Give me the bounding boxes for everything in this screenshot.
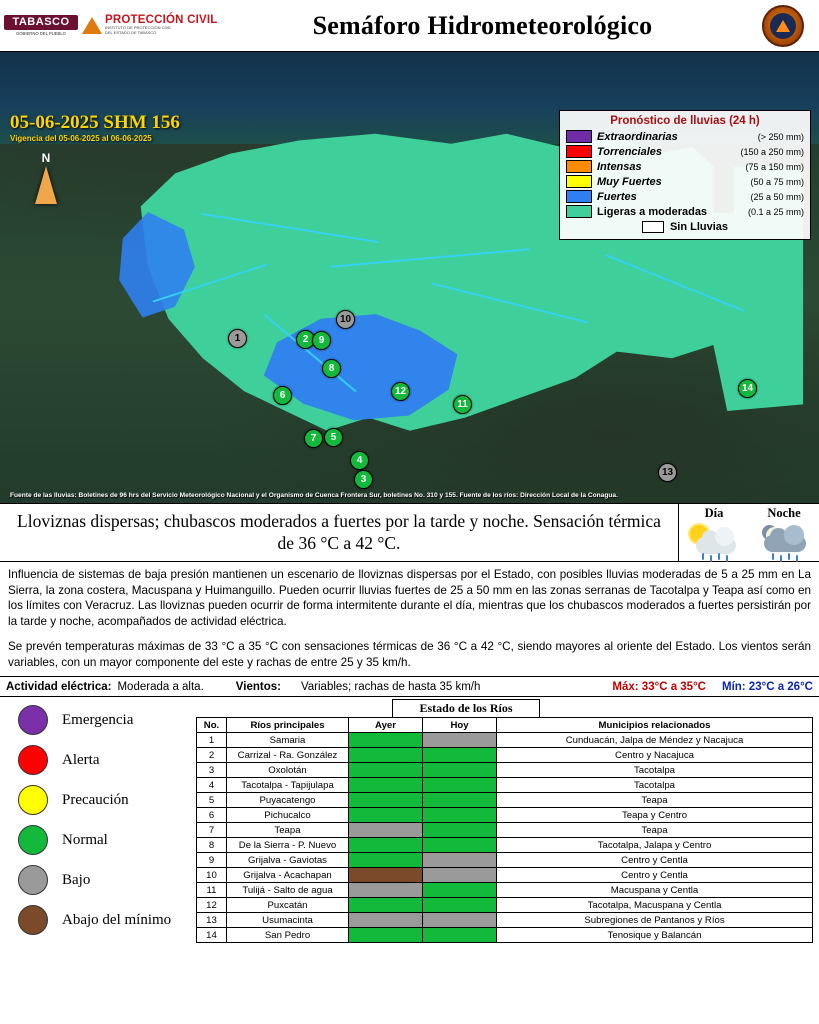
map-marker-label: 1 — [234, 333, 241, 344]
cell-no: 8 — [197, 838, 227, 853]
status-label: Bajo — [62, 871, 91, 888]
map-marker-label: 11 — [457, 399, 468, 410]
map-marker-label: 7 — [310, 433, 317, 444]
col-header-hoy: Hoy — [423, 718, 497, 733]
cloud-icon — [764, 535, 806, 552]
map-marker-9[interactable] — [312, 331, 331, 350]
map-marker-label: 14 — [741, 383, 754, 394]
cell-rio: Tulijá - Salto de agua — [227, 883, 349, 898]
status-legend-item — [18, 785, 196, 815]
cell-rio: Carrizal - Ra. González — [227, 748, 349, 763]
map-bulletin-id: 05-06-2025 SHM 156 — [10, 112, 180, 133]
legend-item — [566, 205, 804, 218]
proteccion-civil-triangle-icon — [82, 17, 102, 34]
cell-rio: Puxcatán — [227, 898, 349, 913]
cell-hoy-status — [423, 823, 497, 838]
cell-no: 14 — [197, 928, 227, 943]
cell-ayer-status — [349, 793, 423, 808]
table-row — [197, 823, 813, 838]
legend-range: (> 250 mm) — [757, 131, 804, 142]
map-marker-3[interactable] — [354, 470, 373, 489]
legend-label: Sin Lluvias — [669, 221, 729, 233]
status-dot-normal — [18, 825, 48, 855]
proteccion-civil-sub2: DEL ESTADO DE TABASCO — [105, 30, 157, 35]
forecast-map — [0, 52, 819, 504]
map-marker-14[interactable] — [738, 379, 757, 398]
status-legend-item — [18, 745, 196, 775]
cell-hoy-status — [423, 733, 497, 748]
legend-swatch — [566, 145, 592, 158]
cell-hoy-status — [423, 928, 497, 943]
cell-ayer-status — [349, 808, 423, 823]
table-row — [197, 808, 813, 823]
tabasco-logo — [4, 6, 78, 46]
government-seal-icon — [762, 5, 804, 47]
wind-value: Variables; rachas de hasta 35 km/h — [300, 680, 481, 693]
cell-no: 3 — [197, 763, 227, 778]
table-row — [197, 778, 813, 793]
status-label: Precaución — [62, 791, 129, 808]
cell-rio: Teapa — [227, 823, 349, 838]
proteccion-civil-sub1: INSTITUTO DE PROTECCIÓN CIVIL — [105, 25, 172, 30]
cell-municipios: Tacotalpa, Jalapa y Centro — [497, 838, 813, 853]
cell-no: 12 — [197, 898, 227, 913]
table-row — [197, 853, 813, 868]
cell-ayer-status — [349, 823, 423, 838]
map-marker-11[interactable] — [453, 395, 472, 414]
col-header-rio: Ríos principales — [227, 718, 349, 733]
map-source-note: Fuente de las lluvias: Boletines de 96 hrs del Servicio Meteorológico Nacional y el Organismo de Cuenca Frontera Sur, boletines No. 310 y 155. Fuente de los ríos: Dirección Local de la Conagua. — [10, 492, 618, 499]
cell-no: 6 — [197, 808, 227, 823]
status-dot-alerta — [18, 745, 48, 775]
cell-municipios: Tenosique y Balancán — [497, 928, 813, 943]
map-marker-8[interactable] — [322, 359, 341, 378]
cell-hoy-status — [423, 853, 497, 868]
temp-min-value: Mín: 23°C a 26°C — [721, 680, 813, 693]
map-marker-label: 8 — [328, 363, 335, 374]
table-row — [197, 793, 813, 808]
temp-max-value: Máx: 33°C a 35°C — [612, 680, 706, 693]
cell-hoy-status — [423, 778, 497, 793]
cell-no: 2 — [197, 748, 227, 763]
col-header-ayer: Ayer — [349, 718, 423, 733]
legend-label: Torrenciales — [597, 145, 663, 158]
map-marker-13[interactable] — [658, 463, 677, 482]
status-legend-item — [18, 865, 196, 895]
legend-swatch — [642, 221, 664, 233]
cell-municipios: Centro y Centla — [497, 868, 813, 883]
legend-item — [566, 145, 804, 158]
legend-range: (25 a 50 mm) — [750, 191, 804, 202]
cell-no: 5 — [197, 793, 227, 808]
status-dot-precaucion — [18, 785, 48, 815]
map-marker-7[interactable] — [304, 429, 323, 448]
legend-range: (0.1 a 25 mm) — [747, 206, 804, 217]
seal-inner — [770, 13, 796, 39]
map-marker-label: 13 — [661, 467, 674, 478]
cell-rio: Grijalva - Acachapan — [227, 868, 349, 883]
rain-drops-icon — [770, 553, 804, 561]
legend-label: Intensas — [597, 160, 642, 173]
wind-label: Vientos: — [235, 680, 281, 693]
proteccion-civil-title: PROTECCIÓN CIVIL — [105, 14, 218, 26]
cell-rio: De la Sierra - P. Nuevo — [227, 838, 349, 853]
map-validity: Vigencia del 05-06-2025 al 06-06-2025 — [10, 134, 152, 143]
header-seal — [747, 5, 819, 47]
cell-municipios: Subregiones de Pantanos y Ríos — [497, 913, 813, 928]
tabasco-logo-text: TABASCO — [4, 15, 78, 30]
table-row — [197, 748, 813, 763]
legend-label: Ligeras a moderadas — [597, 205, 708, 218]
cell-municipios: Cunduacán, Jalpa de Méndez y Nacajuca — [497, 733, 813, 748]
cell-rio: San Pedro — [227, 928, 349, 943]
night-label: Noche — [767, 506, 801, 520]
cell-ayer-status — [349, 913, 423, 928]
logo-block — [0, 0, 218, 51]
electric-activity-label: Actividad eléctrica: — [6, 680, 112, 693]
lower-section — [0, 697, 819, 973]
cell-ayer-status — [349, 748, 423, 763]
status-dot-emergencia — [18, 705, 48, 735]
rain-drops-icon — [700, 553, 734, 561]
map-marker-12[interactable] — [391, 382, 410, 401]
map-marker-label: 10 — [339, 314, 352, 325]
status-label: Emergencia — [62, 711, 134, 728]
cell-no: 13 — [197, 913, 227, 928]
legend-swatch — [566, 190, 592, 203]
seal-triangle-icon — [776, 20, 790, 32]
status-label: Alerta — [62, 751, 100, 768]
rain-legend — [559, 110, 811, 240]
day-night-icons — [679, 521, 819, 561]
map-marker-label: 12 — [394, 386, 407, 397]
proteccion-civil-text — [105, 16, 217, 35]
cell-ayer-status — [349, 838, 423, 853]
legend-swatch — [566, 205, 592, 218]
legend-range: (75 a 150 mm) — [745, 161, 804, 172]
table-row — [197, 913, 813, 928]
table-row — [197, 868, 813, 883]
summary-section — [0, 504, 819, 562]
col-header-no: No. — [197, 718, 227, 733]
rivers-section — [196, 697, 819, 973]
status-legend-item — [18, 825, 196, 855]
cell-ayer-status — [349, 883, 423, 898]
cell-no: 4 — [197, 778, 227, 793]
legend-swatch — [566, 175, 592, 188]
cell-ayer-status — [349, 763, 423, 778]
legend-item-no-rain — [566, 221, 804, 233]
table-row — [197, 898, 813, 913]
day-night-block — [679, 504, 819, 561]
map-marker-1[interactable] — [228, 329, 247, 348]
status-label: Abajo del mínimo — [62, 911, 172, 928]
col-header-municipios: Municipios relacionados — [497, 718, 813, 733]
compass-needle-icon — [35, 166, 57, 204]
cell-no: 1 — [197, 733, 227, 748]
day-night-labels — [679, 506, 819, 521]
cell-municipios: Teapa — [497, 793, 813, 808]
cell-municipios: Tacotalpa, Macuspana y Centla — [497, 898, 813, 913]
status-legend-item — [18, 905, 196, 935]
legend-item — [566, 160, 804, 173]
legend-range: (150 a 250 mm) — [740, 146, 804, 157]
sun-cloud-icon — [686, 523, 742, 561]
legend-item — [566, 130, 804, 143]
summary-text: Lloviznas dispersas; chubascos moderados a fuertes por la tarde y noche. Sensación térmica de 36 °C a 42 °C. — [0, 504, 679, 561]
compass-icon — [20, 152, 72, 222]
cell-no: 10 — [197, 868, 227, 883]
cell-hoy-status — [423, 808, 497, 823]
rain-legend-title: Pronóstico de lluvias (24 h) — [610, 115, 760, 127]
legend-swatch — [566, 160, 592, 173]
map-marker-10[interactable] — [336, 310, 355, 329]
day-label: Día — [704, 506, 724, 520]
cell-rio: Usumacinta — [227, 913, 349, 928]
map-marker-5[interactable] — [324, 428, 343, 447]
cell-no: 7 — [197, 823, 227, 838]
cell-no: 9 — [197, 853, 227, 868]
rivers-section-title: Estado de los Ríos — [392, 699, 540, 717]
legend-item — [566, 190, 804, 203]
status-legend — [0, 697, 196, 973]
status-dot-bajo — [18, 865, 48, 895]
forecast-paragraph-2: Se prevén temperaturas máximas de 33 °C a 35 °C con sensaciones térmicas de 36 °C a 42 °C, siendo mayores al oriente del Estado. Los vientos serán variables, con un mayor componente del este y rachas de entre 25 y 35 km/h. — [8, 640, 811, 669]
rivers-table — [196, 717, 813, 943]
cell-ayer-status — [349, 733, 423, 748]
table-row — [197, 838, 813, 853]
map-marker-label: 3 — [360, 474, 367, 485]
legend-label: Muy Fuertes — [597, 175, 662, 188]
electric-activity-value: Moderada a alta. — [117, 680, 204, 693]
status-legend-item — [18, 705, 196, 735]
cell-ayer-status — [349, 898, 423, 913]
table-row — [197, 763, 813, 778]
cell-ayer-status — [349, 853, 423, 868]
cell-ayer-status — [349, 868, 423, 883]
map-marker-4[interactable] — [350, 451, 369, 470]
table-row — [197, 883, 813, 898]
cell-municipios: Macuspana y Centla — [497, 883, 813, 898]
status-dot-abajo-minimo — [18, 905, 48, 935]
legend-label: Fuertes — [597, 190, 637, 203]
cell-hoy-status — [423, 793, 497, 808]
tabasco-logo-subtext: GOBIERNO DEL PUEBLO — [16, 30, 66, 36]
table-header-row — [197, 718, 813, 733]
cell-hoy-status — [423, 748, 497, 763]
proteccion-civil-logo — [82, 16, 217, 35]
cell-rio: Tacotalpa - Tapijulapa — [227, 778, 349, 793]
cell-municipios: Centro y Nacajuca — [497, 748, 813, 763]
legend-label: Extraordinarias — [597, 130, 678, 143]
cell-municipios: Tacotalpa — [497, 778, 813, 793]
cell-rio: Samaria — [227, 733, 349, 748]
cell-municipios: Centro y Centla — [497, 853, 813, 868]
cell-municipios: Teapa y Centro — [497, 808, 813, 823]
cell-hoy-status — [423, 883, 497, 898]
legend-item — [566, 175, 804, 188]
table-row — [197, 928, 813, 943]
cloud-icon — [696, 537, 736, 554]
legend-swatch — [566, 130, 592, 143]
cell-hoy-status — [423, 763, 497, 778]
map-marker-6[interactable] — [273, 386, 292, 405]
cell-hoy-status — [423, 898, 497, 913]
cell-rio: Puyacatengo — [227, 793, 349, 808]
page-header — [0, 0, 819, 52]
status-label: Normal — [62, 831, 108, 848]
cell-hoy-status — [423, 838, 497, 853]
cell-hoy-status — [423, 868, 497, 883]
forecast-paragraph-1: Influencia de sistemas de baja presión mantienen un escenario de lloviznas dispersas por el Estado, con posibles lluvias moderadas de 5 a 25 mm en La Sierra, la zona costera, Macuspana y Huimanguillo. Pueden ocurrir lluvias fuertes de 25 a 50 mm en las zonas serranas de Tacotalpa y Teapa así como en los límites con Veracruz. Las lloviznas pueden ocurrir de forma intermitente durante el día, mientras que los chubascos moderados a fuertes persistirán por la tarde y noche, acompañados de actividad eléctrica. — [8, 568, 811, 628]
compass-north-label: N — [41, 151, 51, 165]
cell-ayer-status — [349, 928, 423, 943]
cell-rio: Grijalva - Gaviotas — [227, 853, 349, 868]
cell-rio: Pichucalco — [227, 808, 349, 823]
map-marker-label: 2 — [302, 334, 309, 345]
map-marker-label: 9 — [318, 335, 325, 346]
forecast-description — [0, 562, 819, 677]
cell-municipios: Teapa — [497, 823, 813, 838]
moon-cloud-icon — [756, 523, 812, 561]
table-row — [197, 733, 813, 748]
map-marker-label: 4 — [356, 455, 363, 466]
cell-municipios: Tacotalpa — [497, 763, 813, 778]
map-marker-label: 5 — [330, 432, 337, 443]
legend-range: (50 a 75 mm) — [750, 176, 804, 187]
cell-rio: Oxolotán — [227, 763, 349, 778]
page-title: Semáforo Hidrometeorológico — [312, 10, 653, 40]
cell-hoy-status — [423, 913, 497, 928]
map-marker-label: 6 — [279, 390, 286, 401]
cell-no: 11 — [197, 883, 227, 898]
conditions-strip — [0, 677, 819, 697]
cell-ayer-status — [349, 778, 423, 793]
